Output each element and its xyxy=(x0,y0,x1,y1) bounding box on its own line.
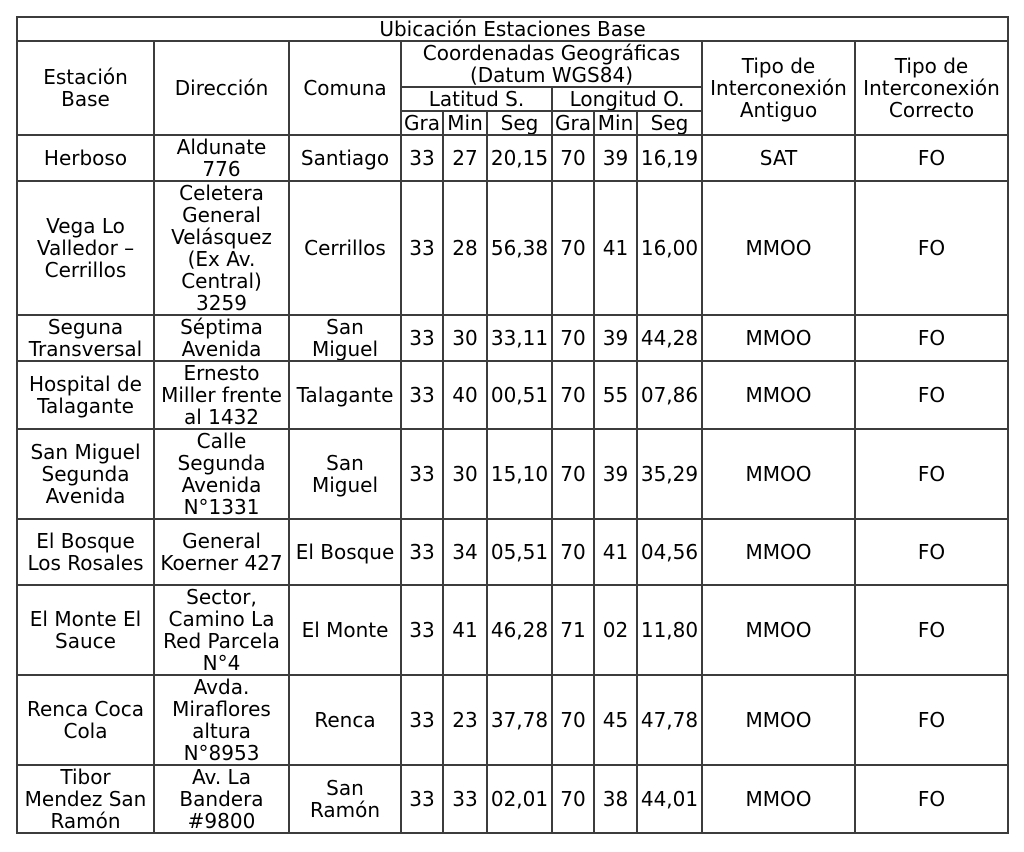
cell-direccion: Séptima Avenida xyxy=(154,315,289,361)
cell-lat-seg: 46,28 xyxy=(487,585,552,675)
table-row xyxy=(17,135,1008,181)
header-lat-seg: Seg xyxy=(487,111,552,135)
cell-lon-gra: 70 xyxy=(552,181,594,315)
cell-lat-seg: 37,78 xyxy=(487,675,552,765)
cell-lat-seg: 20,15 xyxy=(487,135,552,181)
header-longitud: Longitud O. xyxy=(552,87,702,111)
cell-lon-gra: 70 xyxy=(552,675,594,765)
table-row xyxy=(17,181,1008,315)
cell-lat-seg: 05,51 xyxy=(487,519,552,585)
cell-tipo-correcto: FO xyxy=(855,675,1008,765)
cell-lat-min: 27 xyxy=(443,135,487,181)
cell-lon-seg: 35,29 xyxy=(637,429,702,519)
header-lat-gra: Gra xyxy=(401,111,443,135)
table-row xyxy=(17,361,1008,429)
cell-lon-seg: 16,19 xyxy=(637,135,702,181)
cell-tipo-antiguo: SAT xyxy=(702,135,855,181)
cell-lon-gra: 70 xyxy=(552,519,594,585)
cell-lat-seg: 02,01 xyxy=(487,765,552,833)
cell-lat-min: 23 xyxy=(443,675,487,765)
cell-lat-gra: 33 xyxy=(401,135,443,181)
cell-lat-seg: 15,10 xyxy=(487,429,552,519)
cell-lon-seg: 11,80 xyxy=(637,585,702,675)
estaciones-base-table xyxy=(16,16,1009,834)
cell-lat-min: 30 xyxy=(443,315,487,361)
header-tipo-antiguo: Tipo de Interconexión Antiguo xyxy=(702,41,855,135)
cell-direccion: Av. La Bandera #9800 xyxy=(154,765,289,833)
cell-comuna: San Miguel xyxy=(289,429,401,519)
cell-lon-seg: 44,28 xyxy=(637,315,702,361)
header-tipo-correcto: Tipo de Interconexión Correcto xyxy=(855,41,1008,135)
cell-lat-min: 30 xyxy=(443,429,487,519)
cell-comuna: Cerrillos xyxy=(289,181,401,315)
cell-tipo-correcto: FO xyxy=(855,315,1008,361)
table-row xyxy=(17,675,1008,765)
cell-lon-gra: 70 xyxy=(552,315,594,361)
cell-tipo-antiguo: MMOO xyxy=(702,361,855,429)
cell-direccion: General Koerner 427 xyxy=(154,519,289,585)
cell-comuna: El Bosque xyxy=(289,519,401,585)
cell-estacion: San Miguel Segunda Avenida xyxy=(17,429,154,519)
cell-lat-gra: 33 xyxy=(401,429,443,519)
cell-lon-seg: 07,86 xyxy=(637,361,702,429)
cell-tipo-correcto: FO xyxy=(855,519,1008,585)
header-estacion-base: Estación Base xyxy=(17,41,154,135)
cell-tipo-antiguo: MMOO xyxy=(702,765,855,833)
cell-lon-min: 02 xyxy=(594,585,637,675)
cell-lon-seg: 04,56 xyxy=(637,519,702,585)
cell-lon-min: 55 xyxy=(594,361,637,429)
cell-lat-min: 40 xyxy=(443,361,487,429)
cell-comuna: San Miguel xyxy=(289,315,401,361)
cell-estacion: Herboso xyxy=(17,135,154,181)
cell-tipo-correcto: FO xyxy=(855,429,1008,519)
cell-tipo-correcto: FO xyxy=(855,361,1008,429)
table-title: Ubicación Estaciones Base xyxy=(17,17,1008,41)
cell-tipo-correcto: FO xyxy=(855,585,1008,675)
header-comuna: Comuna xyxy=(289,41,401,135)
cell-estacion: Hospital de Talagante xyxy=(17,361,154,429)
cell-lon-min: 38 xyxy=(594,765,637,833)
cell-lat-min: 41 xyxy=(443,585,487,675)
cell-lat-min: 28 xyxy=(443,181,487,315)
table-row xyxy=(17,429,1008,519)
header-lon-min: Min xyxy=(594,111,637,135)
cell-comuna: Talagante xyxy=(289,361,401,429)
cell-estacion: Tibor Mendez San Ramón xyxy=(17,765,154,833)
header-coordenadas: Coordenadas Geográficas (Datum WGS84) xyxy=(401,41,702,87)
cell-tipo-antiguo: MMOO xyxy=(702,315,855,361)
cell-tipo-correcto: FO xyxy=(855,181,1008,315)
cell-comuna: Renca xyxy=(289,675,401,765)
cell-lon-min: 39 xyxy=(594,135,637,181)
cell-direccion: Sector, Camino La Red Parcela N°4 xyxy=(154,585,289,675)
cell-lat-gra: 33 xyxy=(401,675,443,765)
cell-tipo-correcto: FO xyxy=(855,135,1008,181)
cell-comuna: El Monte xyxy=(289,585,401,675)
cell-direccion: Aldunate 776 xyxy=(154,135,289,181)
cell-lon-min: 45 xyxy=(594,675,637,765)
cell-lon-min: 39 xyxy=(594,429,637,519)
cell-lon-gra: 71 xyxy=(552,585,594,675)
cell-lat-gra: 33 xyxy=(401,181,443,315)
cell-estacion: Vega Lo Valledor – Cerrillos xyxy=(17,181,154,315)
cell-direccion: Calle Segunda Avenida N°1331 xyxy=(154,429,289,519)
cell-estacion: El Monte El Sauce xyxy=(17,585,154,675)
cell-lon-min: 39 xyxy=(594,315,637,361)
table-row xyxy=(17,765,1008,833)
cell-lon-seg: 16,00 xyxy=(637,181,702,315)
cell-estacion: Renca Coca Cola xyxy=(17,675,154,765)
table-row xyxy=(17,519,1008,585)
cell-lon-seg: 44,01 xyxy=(637,765,702,833)
cell-lat-min: 33 xyxy=(443,765,487,833)
cell-lat-gra: 33 xyxy=(401,519,443,585)
header-direccion: Dirección xyxy=(154,41,289,135)
cell-lat-min: 34 xyxy=(443,519,487,585)
cell-tipo-antiguo: MMOO xyxy=(702,585,855,675)
header-lon-gra: Gra xyxy=(552,111,594,135)
cell-tipo-antiguo: MMOO xyxy=(702,429,855,519)
cell-lon-min: 41 xyxy=(594,519,637,585)
cell-lon-gra: 70 xyxy=(552,765,594,833)
cell-lon-gra: 70 xyxy=(552,361,594,429)
cell-lat-gra: 33 xyxy=(401,585,443,675)
cell-direccion: Celetera General Velásquez (Ex Av. Central) 3259 xyxy=(154,181,289,315)
cell-tipo-antiguo: MMOO xyxy=(702,181,855,315)
cell-comuna: San Ramón xyxy=(289,765,401,833)
table-row xyxy=(17,315,1008,361)
cell-estacion: El Bosque Los Rosales xyxy=(17,519,154,585)
cell-lat-seg: 00,51 xyxy=(487,361,552,429)
header-latitud: Latitud S. xyxy=(401,87,552,111)
cell-comuna: Santiago xyxy=(289,135,401,181)
header-lat-min: Min xyxy=(443,111,487,135)
cell-lat-seg: 56,38 xyxy=(487,181,552,315)
cell-lon-gra: 70 xyxy=(552,429,594,519)
cell-lon-seg: 47,78 xyxy=(637,675,702,765)
cell-estacion: Seguna Transversal xyxy=(17,315,154,361)
cell-lat-gra: 33 xyxy=(401,315,443,361)
cell-lon-min: 41 xyxy=(594,181,637,315)
cell-lat-gra: 33 xyxy=(401,765,443,833)
cell-lat-seg: 33,11 xyxy=(487,315,552,361)
table-row xyxy=(17,585,1008,675)
cell-direccion: Ernesto Miller frente al 1432 xyxy=(154,361,289,429)
cell-tipo-correcto: FO xyxy=(855,765,1008,833)
cell-direccion: Avda. Miraflores altura N°8953 xyxy=(154,675,289,765)
cell-tipo-antiguo: MMOO xyxy=(702,675,855,765)
header-lon-seg: Seg xyxy=(637,111,702,135)
cell-lat-gra: 33 xyxy=(401,361,443,429)
cell-lon-gra: 70 xyxy=(552,135,594,181)
cell-tipo-antiguo: MMOO xyxy=(702,519,855,585)
